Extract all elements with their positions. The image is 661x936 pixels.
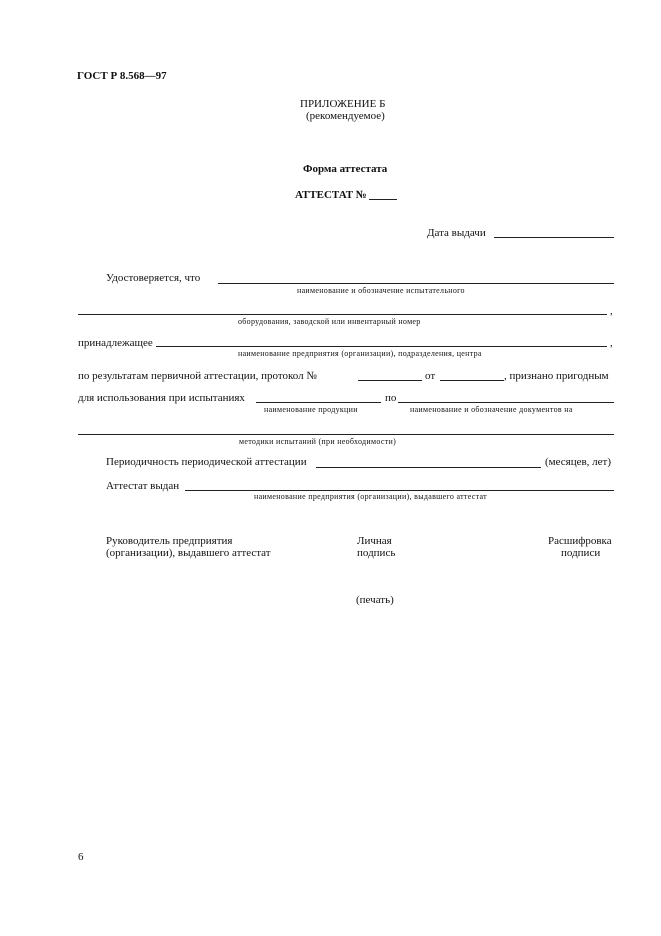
protocol-number-field[interactable] (358, 380, 422, 381)
periodicity-label: Периодичность периодической аттестации (106, 456, 307, 468)
appendix-status: (рекомендуемое) (306, 110, 385, 122)
comma-1: , (610, 305, 613, 317)
issued-by-label: Аттестат выдан (106, 480, 180, 492)
protocol-date-field[interactable] (440, 380, 504, 381)
documents-field[interactable] (398, 402, 614, 403)
certificate-label: АТТЕСТАТ № (295, 189, 367, 201)
periodicity-field[interactable] (316, 467, 541, 468)
results-suffix: , признано пригодным (504, 370, 609, 382)
test-methods-field[interactable] (78, 434, 614, 435)
caption-methods: методики испытаний (при необходимости) (239, 437, 397, 446)
results-from: от (425, 370, 436, 382)
usage-by: по (385, 392, 397, 404)
standard-code: ГОСТ Р 8.568—97 (77, 70, 167, 82)
caption-test-name: наименование и обозначение испытательного (297, 286, 465, 295)
decode-label-line1: Расшифровка (548, 535, 612, 547)
belongs-label: принадлежащее (78, 337, 153, 349)
comma-2: , (610, 337, 613, 349)
caption-equipment: оборудования, заводской или инвентарный номер (238, 317, 421, 326)
seal-label: (печать) (356, 594, 394, 606)
caption-documents: наименование и обозначение документов на (410, 405, 573, 414)
certifies-label: Удостоверяется, что (106, 272, 201, 284)
signature-label-line2: подпись (357, 547, 396, 559)
head-title-line2: (организации), выдавшего аттестат (106, 547, 271, 559)
results-prefix: по результатам первичной аттестации, протокол № (78, 370, 317, 382)
caption-product: наименование продукции (264, 405, 358, 414)
page-number: 6 (78, 851, 84, 863)
appendix-title: ПРИЛОЖЕНИЕ Б (300, 98, 386, 110)
issuer-field[interactable] (185, 490, 614, 491)
caption-enterprise: наименование предприятия (организации), подразделения, центра (238, 349, 482, 358)
test-equipment-name-field[interactable] (218, 283, 614, 284)
owner-enterprise-field[interactable] (156, 346, 607, 347)
head-title-line1: Руководитель предприятия (106, 535, 233, 547)
signature-label-line1: Личная (357, 535, 392, 547)
product-name-field[interactable] (256, 402, 381, 403)
form-title: Форма аттестата (303, 163, 388, 175)
issue-date-label: Дата выдачи (427, 227, 486, 239)
usage-prefix: для использования при испытаниях (78, 392, 245, 404)
decode-label-line2: подписи (561, 547, 601, 559)
certificate-number-field[interactable] (369, 199, 397, 200)
caption-issuer: наименование предприятия (организации), выдавшего аттестат (254, 492, 487, 501)
issue-date-field[interactable] (494, 237, 614, 238)
equipment-number-field[interactable] (78, 314, 607, 315)
periodicity-unit: (месяцев, лет) (545, 456, 612, 468)
